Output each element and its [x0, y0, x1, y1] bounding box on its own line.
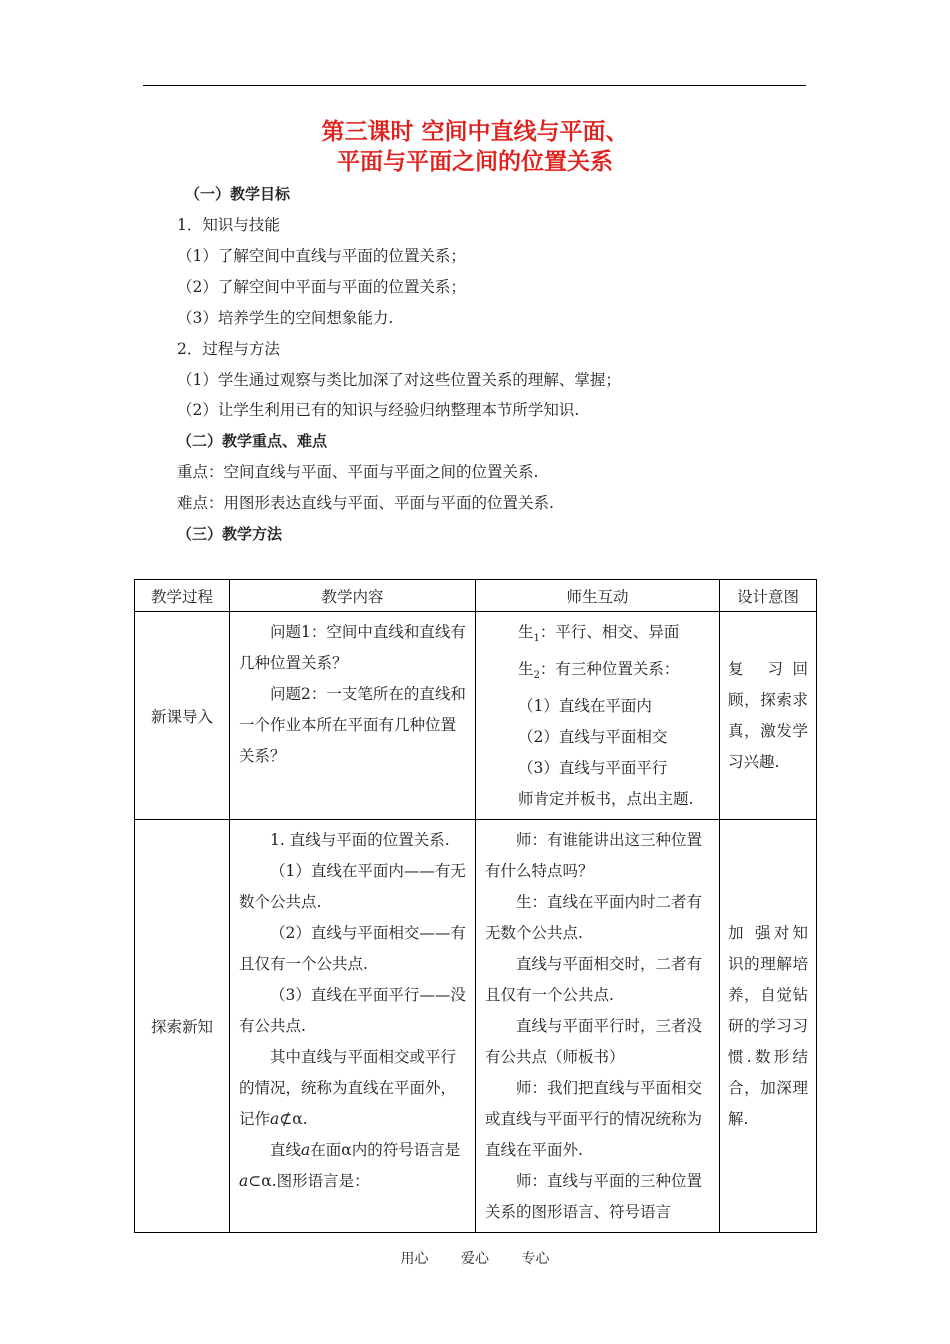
interaction-line: （1）直线在平面内 — [518, 697, 652, 716]
content-paragraph: （2）直线与平面相交——有且仅有一个公共点. — [239, 924, 466, 974]
intent-text: 复 习回顾，探索求真，激发学习兴趣. — [728, 659, 808, 771]
interaction-paragraph: 师：有谁能讲出这三种位置有什么特点吗？ — [485, 831, 703, 881]
stage-cell: 新课导入 — [135, 612, 230, 820]
section-heading-method: （三）教学方法 — [177, 525, 283, 543]
table-header-cell: 设计意图 — [720, 580, 817, 612]
interaction-cell — [476, 612, 720, 820]
interaction-paragraph: 直线与平面平行时，三者没有公共点（师板书） — [485, 1017, 703, 1067]
table-header-cell: 教学内容 — [230, 580, 476, 612]
table-header-cell: 师生互动 — [476, 580, 720, 612]
page-footer — [0, 1248, 950, 1268]
section-heading-goals: （一）教学目标 — [185, 185, 291, 203]
body-line: 2．过程与方法 — [177, 340, 280, 358]
header-rule — [143, 85, 806, 86]
footer-word: 爱心 — [461, 1251, 489, 1267]
content-paragraph: 其中直线与平面相交或平行的情况，统称为直线在平面外，记作a⊄α. — [239, 1048, 457, 1129]
page-title-line1: 第三课时 空间中直线与平面、 — [321, 119, 629, 145]
body-line: 重点：空间直线与平面、平面与平面之间的位置关系. — [177, 463, 539, 481]
interaction-line: 生$_1$：平行、相交、异面 — [518, 623, 680, 645]
interaction-paragraph: 师：我们把直线与平面相交或直线与平面平行的情况统称为直线在平面外. — [485, 1079, 703, 1160]
interaction-cell — [476, 820, 720, 1233]
body-line: （2）让学生利用已有的知识与经验归纳整理本节所学知识. — [177, 401, 580, 419]
stage-cell: 探索新知 — [135, 820, 230, 1233]
table-row — [135, 612, 817, 820]
body-line: （2）了解空间中平面与平面的位置关系； — [177, 278, 466, 296]
body-line: （1）了解空间中直线与平面的位置关系； — [177, 247, 466, 265]
content-paragraph: 问题1：空间中直线和直线有几种位置关系？ — [239, 623, 466, 672]
interaction-paragraph: 师：直线与平面的三种位置关系的图形语言、符号语言 — [485, 1172, 703, 1222]
intent-text: 加 强对知识的理解培养，自觉钻研的学习习惯.数形结合，加深理解. — [728, 923, 808, 1128]
content-paragraph: 问题2：一支笔所在的直线和一个作业本所在平面有几种位置关系？ — [239, 685, 466, 765]
interaction-line: （2）直线与平面相交 — [518, 728, 668, 747]
page-title-line2: 平面与平面之间的位置关系 — [337, 149, 613, 175]
intent-cell — [720, 820, 817, 1233]
lesson-table — [134, 579, 817, 1233]
content-paragraph: （1）直线在平面内——有无数个公共点. — [239, 862, 466, 912]
table-header-cell: 教学过程 — [135, 580, 230, 612]
body-line: 1．知识与技能 — [177, 216, 280, 234]
interaction-paragraph: 直线与平面相交时，二者有且仅有一个公共点. — [485, 955, 703, 1005]
interaction-line: 生$_2$：有三种位置关系： — [518, 660, 680, 682]
footer-word: 专心 — [521, 1251, 550, 1267]
section-heading-focus: （二）教学重点、难点 — [177, 432, 328, 450]
body-line: （1）学生通过观察与类比加深了对这些位置关系的理解、掌握； — [177, 371, 621, 389]
intent-cell — [720, 612, 817, 820]
content-paragraph: （3）直线在平面平行——没有公共点. — [239, 986, 466, 1036]
footer-word: 用心 — [400, 1251, 429, 1267]
content-cell — [230, 612, 476, 820]
content-paragraph: 1. 直线与平面的位置关系. — [270, 831, 450, 850]
content-cell — [230, 820, 476, 1233]
interaction-line: 师肯定并板书，点出主题. — [518, 790, 694, 809]
content-paragraph: 直线a在面α内的符号语言是a⊂α.图形语言是： — [239, 1141, 461, 1191]
body-line: （3）培养学生的空间想象能力. — [177, 309, 394, 327]
table-header-row — [135, 580, 817, 612]
table-row — [135, 820, 817, 1233]
interaction-paragraph: 生：直线在平面内时二者有无数个公共点. — [485, 893, 703, 943]
interaction-line: （3）直线与平面平行 — [518, 759, 668, 778]
body-line: 难点：用图形表达直线与平面、平面与平面的位置关系. — [177, 494, 554, 512]
